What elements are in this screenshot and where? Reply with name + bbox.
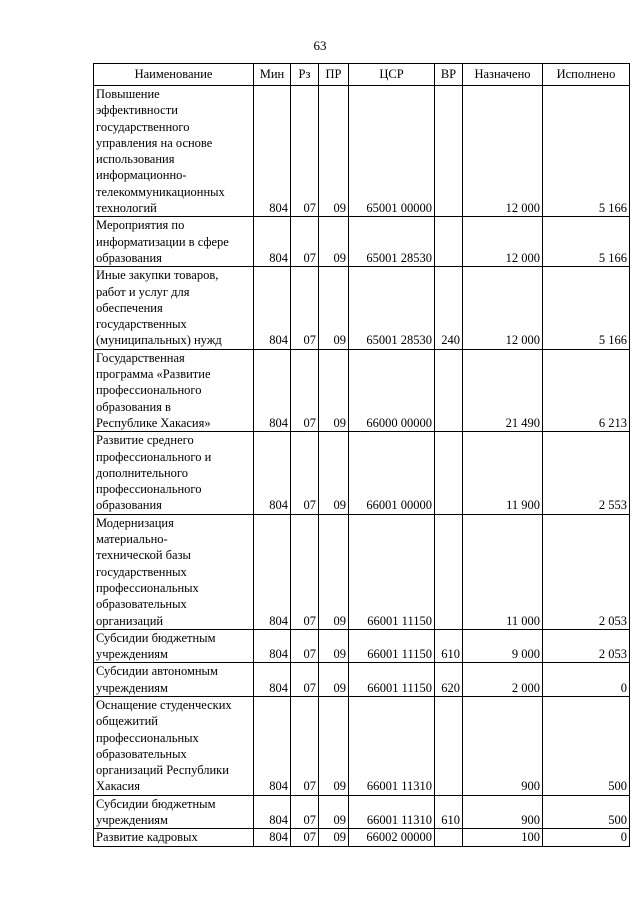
cell-rz: 07 <box>291 432 319 514</box>
table-row <box>94 267 630 349</box>
cell-csr: 66001 11310 <box>349 696 435 795</box>
cell-assigned: 11 900 <box>463 432 543 514</box>
cell-vr: 620 <box>435 663 463 697</box>
cell-pr: 09 <box>319 432 349 514</box>
cell-rz: 07 <box>291 217 319 267</box>
cell-vr: 240 <box>435 267 463 349</box>
budget-table <box>93 63 630 847</box>
cell-csr: 65001 28530 <box>349 267 435 349</box>
cell-vr: 610 <box>435 629 463 663</box>
cell-min: 804 <box>254 217 291 267</box>
cell-min: 804 <box>254 267 291 349</box>
cell-rz: 07 <box>291 696 319 795</box>
cell-pr: 09 <box>319 217 349 267</box>
cell-csr: 66001 11150 <box>349 514 435 629</box>
cell-pr: 09 <box>319 696 349 795</box>
cell-vr <box>435 432 463 514</box>
cell-vr <box>435 514 463 629</box>
cell-executed: 0 <box>543 829 630 846</box>
cell-csr: 65001 28530 <box>349 217 435 267</box>
cell-min: 804 <box>254 514 291 629</box>
cell-pr: 09 <box>319 795 349 829</box>
cell-rz: 07 <box>291 663 319 697</box>
cell-pr: 09 <box>319 267 349 349</box>
cell-name <box>94 696 254 795</box>
cell-assigned: 2 000 <box>463 663 543 697</box>
cell-assigned: 900 <box>463 795 543 829</box>
row-name-text: Мероприятия по информатизации в сфере образования <box>96 218 229 265</box>
table-row <box>94 217 630 267</box>
row-name-text: Модернизация материально- технической базы государственных профессиональных образовательных организаций <box>96 515 199 628</box>
cell-assigned: 100 <box>463 829 543 846</box>
table-row <box>94 795 630 829</box>
cell-name <box>94 267 254 349</box>
cell-vr <box>435 696 463 795</box>
table-row <box>94 696 630 795</box>
table-row <box>94 432 630 514</box>
cell-rz: 07 <box>291 629 319 663</box>
cell-pr: 09 <box>319 349 349 431</box>
cell-executed: 5 166 <box>543 86 630 217</box>
row-name-text: Иные закупки товаров, работ и услуг для обеспечения государственных (муниципальных) нужд <box>96 268 222 348</box>
cell-executed: 5 166 <box>543 267 630 349</box>
cell-name <box>94 86 254 217</box>
cell-pr: 09 <box>319 86 349 217</box>
cell-assigned: 21 490 <box>463 349 543 431</box>
cell-csr: 66001 11150 <box>349 663 435 697</box>
cell-min: 804 <box>254 349 291 431</box>
column-header-executed: Исполнено <box>543 64 630 86</box>
cell-min: 804 <box>254 696 291 795</box>
row-name-text: Оснащение студенческих общежитий профессиональных образовательных организаций Республики Хакасия <box>96 697 232 794</box>
cell-min: 804 <box>254 86 291 217</box>
cell-csr: 65001 00000 <box>349 86 435 217</box>
cell-vr <box>435 86 463 217</box>
table-row <box>94 86 630 217</box>
cell-executed: 2 053 <box>543 514 630 629</box>
cell-assigned: 12 000 <box>463 86 543 217</box>
cell-name <box>94 663 254 697</box>
cell-executed: 0 <box>543 663 630 697</box>
cell-rz: 07 <box>291 514 319 629</box>
cell-executed: 500 <box>543 795 630 829</box>
table-body <box>94 86 630 847</box>
table-row <box>94 629 630 663</box>
row-name-text: Развитие среднего профессионального и дополнительного профессионального образования <box>96 433 212 513</box>
column-header-assigned: Назначено <box>463 64 543 86</box>
row-name-text: Субсидии бюджетным учреждениям <box>96 630 216 662</box>
cell-name <box>94 629 254 663</box>
page-number: 63 <box>313 38 327 53</box>
cell-pr: 09 <box>319 514 349 629</box>
cell-assigned: 12 000 <box>463 267 543 349</box>
cell-pr: 09 <box>319 663 349 697</box>
cell-csr: 66001 11150 <box>349 629 435 663</box>
table-row <box>94 514 630 629</box>
cell-name <box>94 349 254 431</box>
cell-vr <box>435 217 463 267</box>
cell-pr: 09 <box>319 629 349 663</box>
cell-name <box>94 432 254 514</box>
cell-vr <box>435 829 463 846</box>
cell-csr: 66002 00000 <box>349 829 435 846</box>
cell-vr: 610 <box>435 795 463 829</box>
cell-rz: 07 <box>291 267 319 349</box>
row-name-text: Субсидии бюджетным учреждениям <box>96 796 216 828</box>
cell-name <box>94 217 254 267</box>
row-name-text: Государственная программа «Развитие профессионального образования в Республике Хакасия» <box>96 350 211 430</box>
cell-executed: 5 166 <box>543 217 630 267</box>
cell-min: 804 <box>254 663 291 697</box>
cell-executed: 6 213 <box>543 349 630 431</box>
cell-executed: 500 <box>543 696 630 795</box>
cell-rz: 07 <box>291 86 319 217</box>
row-name-text: Развитие кадровых <box>96 830 198 845</box>
cell-csr: 66000 00000 <box>349 349 435 431</box>
cell-rz: 07 <box>291 795 319 829</box>
cell-assigned: 9 000 <box>463 629 543 663</box>
table-row <box>94 349 630 431</box>
cell-assigned: 900 <box>463 696 543 795</box>
cell-csr: 66001 00000 <box>349 432 435 514</box>
cell-executed: 2 053 <box>543 629 630 663</box>
row-name-text: Повышение эффективности государственного управления на основе использования информационно- телекоммуникационных технологий <box>96 87 225 216</box>
column-header-name: Наименование <box>94 64 254 86</box>
row-name-text: Субсидии автономным учреждениям <box>96 664 218 695</box>
table-row <box>94 829 630 846</box>
column-header-rz: Рз <box>291 64 319 86</box>
cell-csr: 66001 11310 <box>349 795 435 829</box>
cell-min: 804 <box>254 629 291 663</box>
table-row <box>94 663 630 697</box>
cell-rz: 07 <box>291 829 319 846</box>
cell-name <box>94 514 254 629</box>
column-header-min: Мин <box>254 64 291 86</box>
table-header-row <box>94 64 630 86</box>
column-header-pr: ПР <box>319 64 349 86</box>
cell-assigned: 11 000 <box>463 514 543 629</box>
cell-min: 804 <box>254 829 291 846</box>
cell-name <box>94 829 254 846</box>
column-header-vr: ВР <box>435 64 463 86</box>
column-header-csr: ЦСР <box>349 64 435 86</box>
cell-vr <box>435 349 463 431</box>
cell-min: 804 <box>254 795 291 829</box>
cell-name <box>94 795 254 829</box>
cell-executed: 2 553 <box>543 432 630 514</box>
cell-pr: 09 <box>319 829 349 846</box>
cell-assigned: 12 000 <box>463 217 543 267</box>
cell-min: 804 <box>254 432 291 514</box>
cell-rz: 07 <box>291 349 319 431</box>
